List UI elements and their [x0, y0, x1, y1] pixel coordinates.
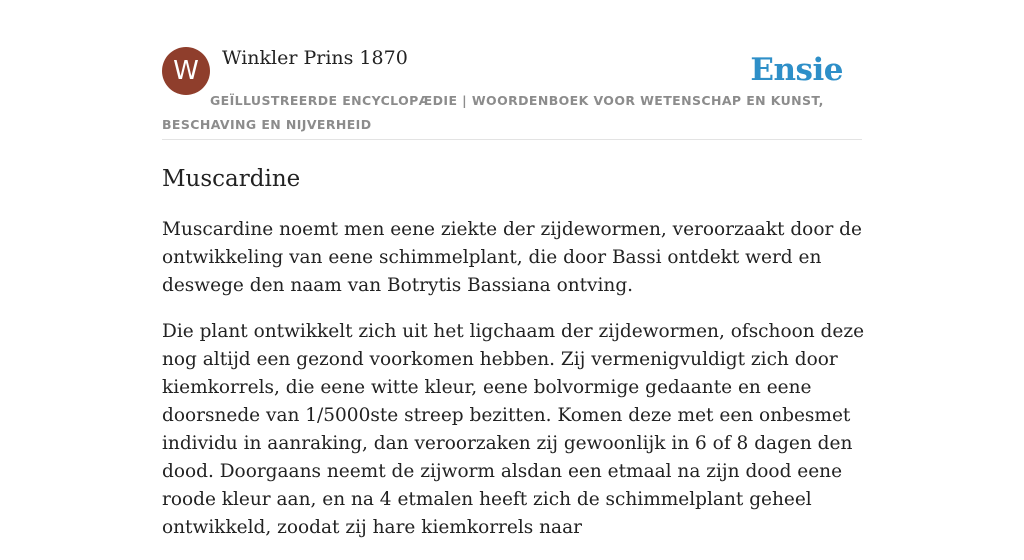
article-paragraph: Muscardine noemt men eene ziekte der zijdewormen, veroorzaakt door de ontwikkeling van eene schimmelplant, die door Bassi ontdekt werd en deswege den naam van Botrytis Bassiana ontving.	[162, 219, 862, 296]
article-body	[162, 216, 866, 560]
source-subtitle: GEÏLLUSTREERDE ENCYCLOPÆDIE | WOORDENBOEK VOOR WETENSCHAP EN KUNST, BESCHAVING EN NIJVERHEID	[162, 93, 824, 132]
article-paragraph: Die plant ontwikkelt zich uit het ligchaam der zijdewormen, ofschoon deze nog altijd een gezond voorkomen hebben. Zij vermenigvuldigt zich door kiemkorrels, die eene witte kleur, eene bolvormige gedaante en eene doorsnede van 1/5000ste streep bezitten. Komen deze met een onbesmet individu in aanraking, dan veroorzaken zij gewoonlijk in 6 of 8 dagen den dood. Doorgaans neemt de zijworm alsdan een etmaal na zijn dood eene roode kleur aan, en na 4 etmalen heeft zich de schimmelplant geheel ontwikkeld, zoodat zij hare kiemkorrels naar	[162, 321, 865, 538]
source-avatar[interactable]: W	[162, 47, 210, 95]
source-title[interactable]: Winkler Prins 1870	[222, 47, 408, 69]
header-divider	[162, 139, 862, 140]
ensie-logo[interactable]: Ensie	[750, 52, 843, 88]
article-title: Muscardine	[162, 166, 301, 192]
